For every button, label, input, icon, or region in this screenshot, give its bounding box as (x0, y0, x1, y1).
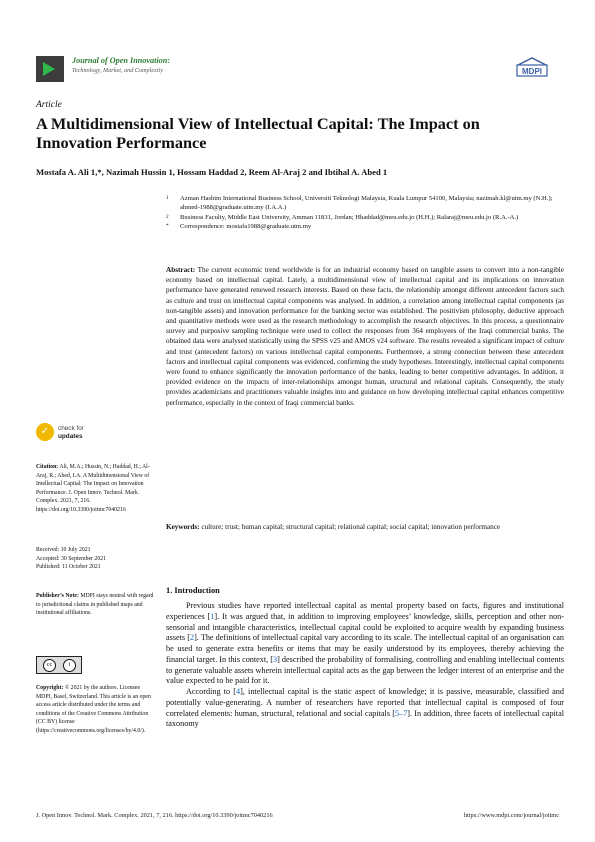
citation: Citation: Ali, M.A.; Hussin, N.; Haddad, H.; Al-Araj, R.; Abed, I.A. A Multidimensional View of Intellectual Capital: The Impact on Innovation Performance. J. Open Innov. Technol. Mark. Complex. 2021, 7, 216. https://doi.org/10.3390/joitmc7040216 (36, 464, 150, 513)
body-text (166, 601, 564, 730)
citation-link[interactable]: 2 (189, 633, 195, 643)
footer-citation: J. Open Innov. Technol. Mark. Complex. 2021, 7, 216. https://doi.org/10.3390/joitmc7040216 (36, 812, 273, 819)
mdpi-logo[interactable] (515, 56, 549, 78)
citation-link[interactable]: 5–7 (395, 708, 408, 718)
affiliation-item: 1 Azman Hashim International Business School, Universiti Teknologi Malaysia, Kuala Lumpur 54100, Malaysia; nazimah.kl@utm.my (N.H.); ahmed-1988@graduate.utm.my (I.A.A.) (166, 195, 553, 212)
citation-link[interactable]: 4 (236, 687, 241, 696)
play-triangle-icon (43, 62, 55, 76)
paragraph: According to [4], intellectual capital is the static aspect of knowledge; it is passive, measurable, classified and potentially value-generating. A number of researchers have reported that intellectual capital is composed of four correlated elements: human, structural, relational and social capitals [5–7]. In addition, three facets of intellectual capital taxonomy (166, 687, 564, 729)
cc-icon: cc (43, 659, 56, 672)
paragraph: Previous studies have reported intellectual capital as mental property based on facts, figures and institutional experiences [1]. It was argued that, in addition to improving employees’ knowledge, skills, perception and other non-sensorial and intangible characteristics, intellectual capital could be exploited to acquire wealth by expanding business assets [2]. The definitions of intellectual capital vary according to its scale. The intellectual capital of an organisation can be used to generate extra benefits or items that may be easily understood by its employees, thereby achieving the financial target. In this context, [3] described the probability of formalising, controlling and enabling intellectual contents to generate valuable assets wherein intellectual capital acts as the gap between the ledger interest of an enterprise and the value expected to be paid for it. (166, 601, 565, 686)
page-footer (36, 812, 559, 819)
correspondence: * Correspondence: mostafa1988@graduate.utm.my (166, 223, 312, 231)
journal-logo (36, 56, 64, 82)
journal-name[interactable]: Journal of Open Innovation: Technology, Market, and Complexity (72, 56, 171, 74)
citation-link[interactable]: 1 (210, 611, 215, 621)
journal-url[interactable]: https://www.mdpi.com/journal/joitmc (463, 812, 559, 819)
affiliation-item: 2 Business Faculty, Middle East University, Amman 11831, Jordan; Hhaddad@meu.edu.jo (H.H.); Ralaraj@meu.edu.jo (R.A.-A.) (166, 213, 519, 221)
mdpi-logo-text: MDPI (522, 67, 542, 76)
author-list: Mostafa A. Ali 1,*, Nazimah Hussin 1, Hossam Haddad 2, Reem Al-Araj 2 and Ibtihal A. Abed 1 (36, 167, 388, 177)
cc-by-license-icon[interactable] (36, 656, 82, 674)
publishers-note: Publisher’s Note: MDPI stays neutral with regard to jurisdictional claims in published maps and institutional affiliations. (36, 593, 154, 616)
publication-dates: Received: 10 July 2021 Accepted: 30 September 2021 Published: 11 October 2021 (36, 547, 107, 570)
section-heading: 1. Introduction (166, 586, 220, 595)
affiliations (166, 194, 564, 232)
person-icon: i (63, 659, 76, 672)
article-title: A Multidimensional View of Intellectual Capital: The Impact on Innovation Performance (36, 114, 480, 152)
citation-link[interactable]: 3 (273, 654, 278, 664)
abstract: Abstract: The current economic trend worldwide is for an industrial economy based on tangible assets to convert into a non-tangible economy based on intellectual capital. Lately, a multidimensional view of intellectual capital and its implications on innovation performance have generated renewed research interests. Based on these facts, the relationship amongst different antecedent factors such as culture and trust on intellectual capital components was analysed. In addition, a correlation among intellectual capital components (as non-tangible assets) and innovation performance for the banking sector was established. The positivism philosophy, deductive approach and quantitative methods were used as the research methodology to accomplish the research objectives. In this process, a questionnaire survey and purposive sampling technique were used to collect the responses from 364 employees of the Iraqi commercial banks. The obtained data were analysed statistically using the SPSS v25 and AMOS v24 software. The results revealed a significant impact of culture and trust (antecedent factors) on various intellectual capital components. Furthermore, a strong connection between these antecedent factors and intellectual capital components was evidenced, confirming the study hypotheses. Interestingly, intellectual capital components were found to enhance significantly the innovation performance of the banks, leading to better competitive advantages. In addition, it provided evidence on the impacts of inter-relationships amongst human, structural and relational capitals. Consequently, the study provides academicians and practitioners valuable insights into and guidance on how developing intellectual capital enhances competitive performance, especially in the context of Iraqi commercial banks. (166, 266, 564, 407)
keywords: Keywords: culture; trust; human capital; structural capital; relational capital; social capital; innovation performance (166, 523, 501, 531)
article-type: Article (36, 100, 62, 110)
copyright-notice: Copyright: © 2021 by the authors. Licensee MDPI, Basel, Switzerland. This article is an open access article distributed under the terms and conditions of the Creative Commons Attribution (CC BY) license (https://creativecommons.org/licenses/by/4.0/). (36, 685, 151, 734)
check-updates-icon: ✓ (36, 423, 54, 441)
